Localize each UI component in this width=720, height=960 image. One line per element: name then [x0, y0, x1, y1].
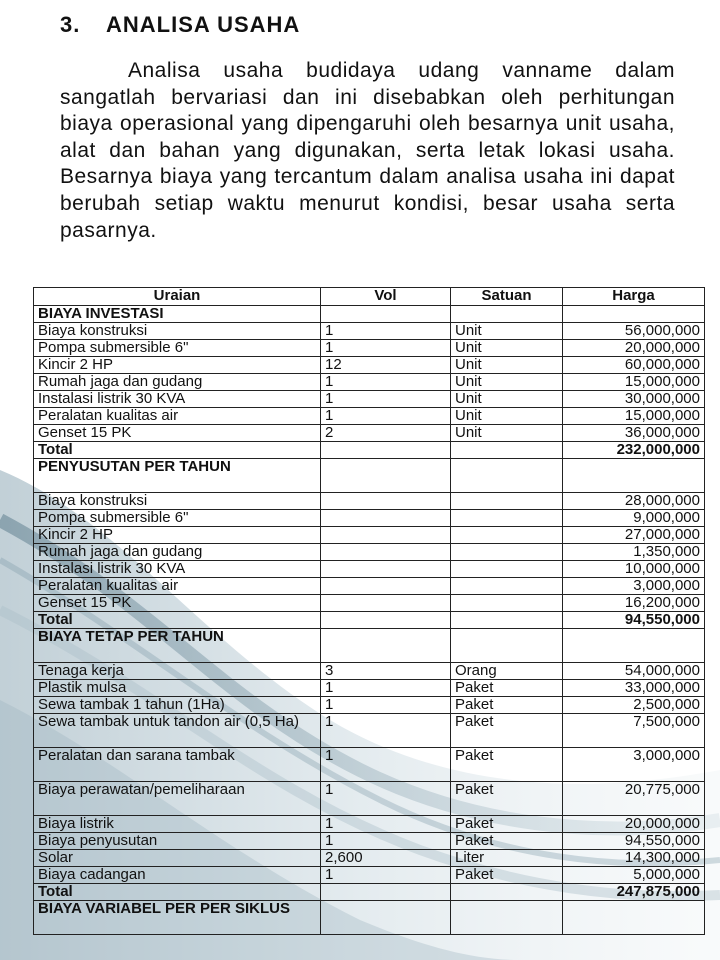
table-row — [34, 680, 705, 697]
item-vol: 1 — [321, 782, 451, 816]
item-harga: 3,000,000 — [563, 578, 705, 595]
item-uraian: Biaya penyusutan — [34, 833, 321, 850]
item-vol: 1 — [321, 391, 451, 408]
item-vol: 3 — [321, 663, 451, 680]
table-row — [34, 748, 705, 782]
item-harga: 5,000,000 — [563, 867, 705, 884]
empty-cell — [451, 544, 563, 561]
empty-cell — [321, 493, 451, 510]
item-harga: 10,000,000 — [563, 561, 705, 578]
table-row — [34, 578, 705, 595]
item-uraian: Biaya konstruksi — [34, 493, 321, 510]
item-uraian: Solar — [34, 850, 321, 867]
empty-cell — [451, 595, 563, 612]
item-satuan: Paket — [451, 714, 563, 748]
item-vol: 1 — [321, 680, 451, 697]
section-heading-cell: BIAYA INVESTASI — [34, 306, 321, 323]
item-vol: 1 — [321, 323, 451, 340]
empty-cell — [563, 306, 705, 323]
table-row — [34, 850, 705, 867]
section-heading-cell: BIAYA TETAP PER TAHUN — [34, 629, 321, 663]
item-satuan: Paket — [451, 816, 563, 833]
empty-cell — [321, 510, 451, 527]
item-harga: 7,500,000 — [563, 714, 705, 748]
item-uraian: Biaya cadangan — [34, 867, 321, 884]
table-row — [34, 510, 705, 527]
table-row — [34, 493, 705, 510]
intro-paragraph: Analisa usaha budidaya udang vanname dalam sangatlah bervariasi dan ini disebabkan oleh perhitungan biaya operasional yang dipengaruhi oleh besarnya unit usaha, alat dan bahan yang digunakan, serta letak lokasi usaha. Besarnya biaya yang tercantum dalam analisa usaha ini dapat berubah setiap waktu menurut kondisi, besar usaha serta pasarnya. — [60, 59, 675, 242]
item-uraian: Plastik mulsa — [34, 680, 321, 697]
empty-cell — [321, 442, 451, 459]
table-row — [34, 425, 705, 442]
empty-cell — [563, 901, 705, 935]
section-number: 3. — [60, 12, 81, 37]
header-uraian: Uraian — [34, 288, 321, 306]
total-value: 232,000,000 — [563, 442, 705, 459]
item-satuan: Orang — [451, 663, 563, 680]
total-label: Total — [34, 884, 321, 901]
empty-cell — [321, 612, 451, 629]
table-row — [34, 527, 705, 544]
item-satuan: Unit — [451, 374, 563, 391]
empty-cell — [321, 578, 451, 595]
table-row — [34, 595, 705, 612]
item-uraian: Peralatan kualitas air — [34, 408, 321, 425]
item-harga: 2,500,000 — [563, 697, 705, 714]
item-satuan: Paket — [451, 697, 563, 714]
item-uraian: Rumah jaga dan gudang — [34, 374, 321, 391]
table-row — [34, 782, 705, 816]
item-vol: 1 — [321, 340, 451, 357]
table-row — [34, 714, 705, 748]
item-uraian: Pompa submersible 6" — [34, 510, 321, 527]
total-value: 94,550,000 — [563, 612, 705, 629]
item-uraian: Instalasi listrik 30 KVA — [34, 391, 321, 408]
item-vol: 1 — [321, 816, 451, 833]
item-vol: 1 — [321, 697, 451, 714]
total-row — [34, 442, 705, 459]
item-satuan: Liter — [451, 850, 563, 867]
item-harga: 30,000,000 — [563, 391, 705, 408]
empty-cell — [321, 595, 451, 612]
section-heading-cell: BIAYA VARIABEL PER PER SIKLUS — [34, 901, 321, 935]
item-vol: 1 — [321, 867, 451, 884]
empty-cell — [451, 510, 563, 527]
section-heading-cell: PENYUSUTAN PER TAHUN — [34, 459, 321, 493]
empty-cell — [451, 578, 563, 595]
empty-cell — [451, 442, 563, 459]
item-uraian: Sewa tambak untuk tandon air (0,5 Ha) — [34, 714, 321, 748]
item-uraian: Kincir 2 HP — [34, 357, 321, 374]
section-title: ANALISA USAHA — [106, 12, 301, 37]
table-row — [34, 816, 705, 833]
item-harga: 20,000,000 — [563, 340, 705, 357]
item-vol: 12 — [321, 357, 451, 374]
item-vol: 1 — [321, 408, 451, 425]
table-row — [34, 544, 705, 561]
item-satuan: Unit — [451, 323, 563, 340]
item-uraian: Tenaga kerja — [34, 663, 321, 680]
empty-cell — [321, 306, 451, 323]
empty-cell — [451, 884, 563, 901]
section-heading-row — [34, 629, 705, 663]
item-harga: 27,000,000 — [563, 527, 705, 544]
empty-cell — [321, 629, 451, 663]
total-row — [34, 884, 705, 901]
item-satuan: Paket — [451, 680, 563, 697]
item-vol: 1 — [321, 714, 451, 748]
empty-cell — [321, 544, 451, 561]
table-header-row — [34, 288, 705, 306]
item-harga: 15,000,000 — [563, 374, 705, 391]
item-satuan: Unit — [451, 357, 563, 374]
empty-cell — [321, 561, 451, 578]
empty-cell — [321, 901, 451, 935]
item-satuan: Unit — [451, 340, 563, 357]
section-heading-row — [34, 459, 705, 493]
section-heading-row — [34, 306, 705, 323]
empty-cell — [321, 459, 451, 493]
item-uraian: Genset 15 PK — [34, 425, 321, 442]
table-row — [34, 374, 705, 391]
total-row — [34, 612, 705, 629]
item-vol: 2 — [321, 425, 451, 442]
empty-cell — [451, 629, 563, 663]
item-satuan: Paket — [451, 748, 563, 782]
empty-cell — [451, 527, 563, 544]
item-harga: 9,000,000 — [563, 510, 705, 527]
total-label: Total — [34, 442, 321, 459]
item-uraian: Biaya listrik — [34, 816, 321, 833]
table-row — [34, 323, 705, 340]
item-satuan: Unit — [451, 408, 563, 425]
item-vol: 1 — [321, 833, 451, 850]
item-satuan: Unit — [451, 391, 563, 408]
empty-cell — [451, 612, 563, 629]
item-uraian: Rumah jaga dan gudang — [34, 544, 321, 561]
item-vol: 2,600 — [321, 850, 451, 867]
section-heading-row — [34, 901, 705, 935]
total-value: 247,875,000 — [563, 884, 705, 901]
table-row — [34, 391, 705, 408]
item-satuan: Unit — [451, 425, 563, 442]
item-harga: 94,550,000 — [563, 833, 705, 850]
empty-cell — [563, 629, 705, 663]
table-row — [34, 408, 705, 425]
table-row — [34, 561, 705, 578]
section-heading — [60, 12, 300, 38]
empty-cell — [451, 493, 563, 510]
item-harga: 14,300,000 — [563, 850, 705, 867]
item-uraian: Pompa submersible 6" — [34, 340, 321, 357]
empty-cell — [321, 527, 451, 544]
item-vol: 1 — [321, 748, 451, 782]
empty-cell — [321, 884, 451, 901]
table-row — [34, 340, 705, 357]
header-satuan: Satuan — [451, 288, 563, 306]
item-uraian: Sewa tambak 1 tahun (1Ha) — [34, 697, 321, 714]
item-uraian: Biaya konstruksi — [34, 323, 321, 340]
empty-cell — [451, 459, 563, 493]
item-harga: 56,000,000 — [563, 323, 705, 340]
item-uraian: Peralatan kualitas air — [34, 578, 321, 595]
item-harga: 20,000,000 — [563, 816, 705, 833]
item-harga: 28,000,000 — [563, 493, 705, 510]
item-uraian: Kincir 2 HP — [34, 527, 321, 544]
total-label: Total — [34, 612, 321, 629]
empty-cell — [563, 459, 705, 493]
table-row — [34, 833, 705, 850]
item-uraian: Peralatan dan sarana tambak — [34, 748, 321, 782]
table-row — [34, 663, 705, 680]
item-harga: 36,000,000 — [563, 425, 705, 442]
item-satuan: Paket — [451, 782, 563, 816]
cost-analysis-table — [33, 287, 705, 935]
item-uraian: Biaya perawatan/pemeliharaan — [34, 782, 321, 816]
empty-cell — [451, 561, 563, 578]
item-satuan: Paket — [451, 833, 563, 850]
header-vol: Vol — [321, 288, 451, 306]
item-harga: 15,000,000 — [563, 408, 705, 425]
empty-cell — [451, 901, 563, 935]
item-harga: 3,000,000 — [563, 748, 705, 782]
header-harga: Harga — [563, 288, 705, 306]
table-row — [34, 867, 705, 884]
item-harga: 20,775,000 — [563, 782, 705, 816]
item-uraian: Genset 15 PK — [34, 595, 321, 612]
table-row — [34, 697, 705, 714]
table-row — [34, 357, 705, 374]
item-vol: 1 — [321, 374, 451, 391]
item-harga: 33,000,000 — [563, 680, 705, 697]
empty-cell — [451, 306, 563, 323]
item-harga: 60,000,000 — [563, 357, 705, 374]
item-uraian: Instalasi listrik 30 KVA — [34, 561, 321, 578]
item-harga: 1,350,000 — [563, 544, 705, 561]
item-harga: 16,200,000 — [563, 595, 705, 612]
table-body — [34, 306, 705, 935]
item-harga: 54,000,000 — [563, 663, 705, 680]
item-satuan: Paket — [451, 867, 563, 884]
